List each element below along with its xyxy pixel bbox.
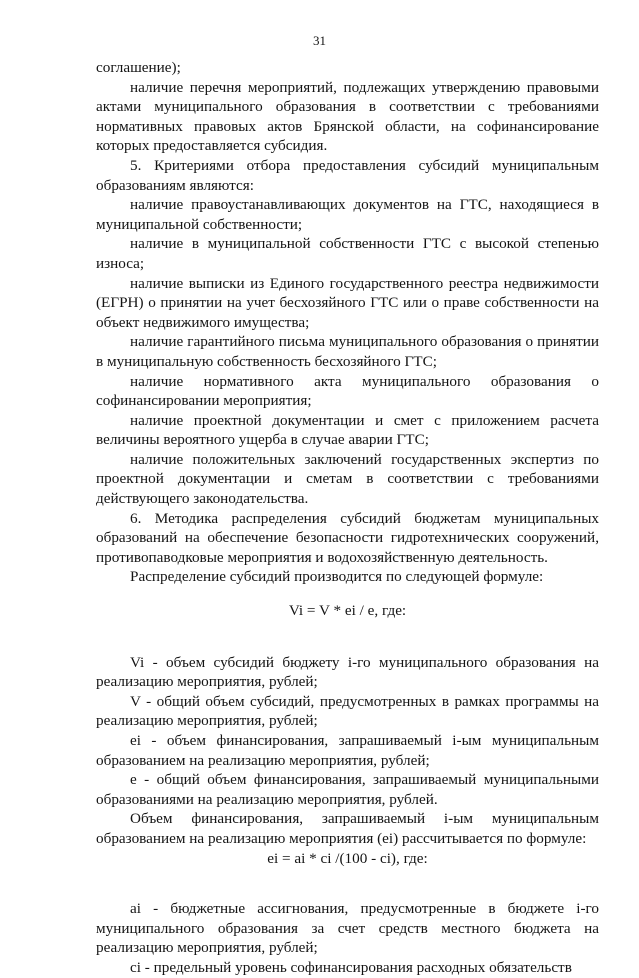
paragraph: наличие гарантийного письма муниципального образования о принятии в муниципальную собственность бесхозяйного ГТС; bbox=[96, 333, 599, 370]
paragraph: наличие перечня мероприятий, подлежащих утверждению правовыми актами муниципального образования в соответствии с требованиями нормативных правовых актов Брянской области, на софинансирование которых предоставляется субсидия. bbox=[96, 78, 599, 155]
paragraph: наличие положительных заключений государственных экспертиз по проектной документации и сметам в соответствии с требованиями действующего законодательства. bbox=[96, 450, 599, 508]
paragraph: ai - бюджетные ассигнования, предусмотренные в бюджете i-го муниципального образования за счет средств местного бюджета на реализацию мероприятия, рублей; bbox=[96, 900, 599, 957]
formula-financing: ei = ai * ci /(100 - ci), где: bbox=[267, 849, 428, 867]
paragraph: наличие нормативного акта муниципального образования о софинансировании мероприятия; bbox=[96, 372, 599, 410]
paragraph: наличие проектной документации и смет с приложением расчета величины вероятного ущерба в случае аварии ГТС; bbox=[96, 411, 599, 449]
paragraph: Vi - объем субсидий бюджету i-го муниципального образования на реализацию мероприятия, рублей; bbox=[96, 653, 599, 691]
page-number: 31 bbox=[313, 33, 326, 48]
document-body bbox=[96, 58, 599, 978]
paragraph: ci - предельный уровень софинансирования расходных обязательств bbox=[130, 958, 572, 976]
paragraph: V - общий объем субсидий, предусмотренных в рамках программы на реализацию мероприятия, рублей; bbox=[96, 692, 599, 730]
paragraph: соглашение); bbox=[96, 59, 181, 76]
paragraph: 5. Критериями отбора предоставления субсидий муниципальным образованиям являются: bbox=[96, 156, 599, 194]
formula-distribution: Vi = V * ei / e, где: bbox=[288, 602, 407, 620]
paragraph: наличие правоустанавливающих документов на ГТС, находящиеся в муниципальной собственности; bbox=[96, 196, 599, 233]
paragraph: ei - объем финансирования, запрашиваемый i-ым муниципальным образованием на реализацию мероприятия, рублей; bbox=[96, 732, 599, 769]
paragraph: Распределение субсидий производится по следующей формуле: bbox=[130, 568, 544, 586]
paragraph: e - общий объем финансирования, запрашиваемый муниципальными образованиями на реализацию мероприятия, рублей. bbox=[96, 771, 599, 808]
paragraph: Объем финансирования, запрашиваемый i-ым муниципальным образованием на реализацию мероприятия (ei) рассчитывается по формуле: bbox=[96, 810, 599, 847]
paragraph: наличие в муниципальной собственности ГТС с высокой степенью износа; bbox=[96, 235, 599, 272]
paragraph: 6. Методика распределения субсидий бюджетам муниципальных образований на обеспечение безопасности гидротехнических сооружений, противопаводковые мероприятия и водохозяйственную деятельность. bbox=[96, 509, 599, 566]
paragraph: наличие выписки из Единого государственного реестра недвижимости (ЕГРН) о принятии на учет бесхозяйного ГТС или о праве собственности на объект недвижимого имущества; bbox=[96, 274, 599, 331]
